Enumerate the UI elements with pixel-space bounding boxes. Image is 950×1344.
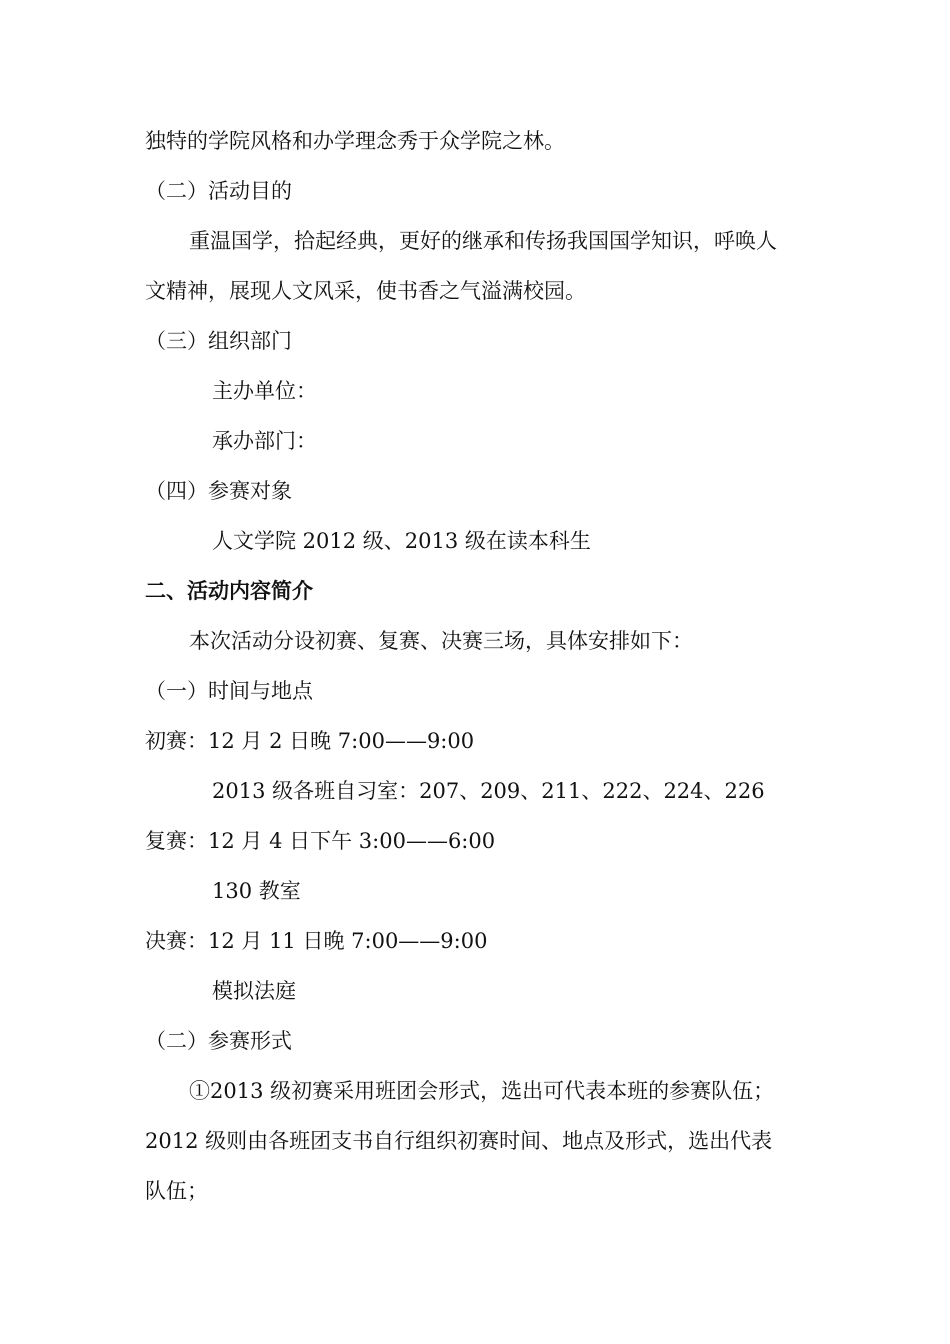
schedule-preliminary-location: 2013 级各班自习室：207、209、211、222、224、226 <box>212 779 765 803</box>
paragraph-line: 重温国学，拾起经典，更好的继承和传扬我国国学知识，呼唤人 <box>189 229 777 253</box>
organizer-undertaker-label: 承办部门： <box>212 429 317 453</box>
paragraph-line: 本次活动分设初赛、复赛、决赛三场，具体安排如下： <box>189 629 693 653</box>
schedule-preliminary: 初赛：12 月 2 日晚 7:00——9:00 <box>145 729 475 753</box>
section-heading-time-place: （一）时间与地点 <box>145 679 313 703</box>
organizer-host-label: 主办单位： <box>212 379 317 403</box>
schedule-final-location: 模拟法庭 <box>212 979 296 1003</box>
schedule-semifinal-location: 130 教室 <box>212 879 301 903</box>
section-heading-format: （二）参赛形式 <box>145 1029 292 1053</box>
paragraph-line: 队伍； <box>145 1179 208 1203</box>
schedule-final: 决赛：12 月 11 日晚 7:00——9:00 <box>145 929 488 953</box>
main-heading-activity-content: 二、活动内容简介 <box>145 579 313 603</box>
paragraph-line: ①2013 级初赛采用班团会形式，选出可代表本班的参赛队伍； <box>189 1079 775 1103</box>
paragraph-line: 文精神，展现人文风采，使书香之气溢满校园。 <box>145 279 586 303</box>
paragraph-line: 2012 级则由各班团支书自行组织初赛时间、地点及形式，选出代表 <box>145 1129 773 1153</box>
section-heading-organizers: （三）组织部门 <box>145 329 292 353</box>
section-heading-purpose: （二）活动目的 <box>145 179 292 203</box>
section-heading-participants: （四）参赛对象 <box>145 479 292 503</box>
schedule-semifinal: 复赛：12 月 4 日下午 3:00——6:00 <box>145 829 496 853</box>
participants-text: 人文学院 2012 级、2013 级在读本科生 <box>212 529 591 553</box>
paragraph-line: 独特的学院风格和办学理念秀于众学院之林。 <box>145 129 565 153</box>
